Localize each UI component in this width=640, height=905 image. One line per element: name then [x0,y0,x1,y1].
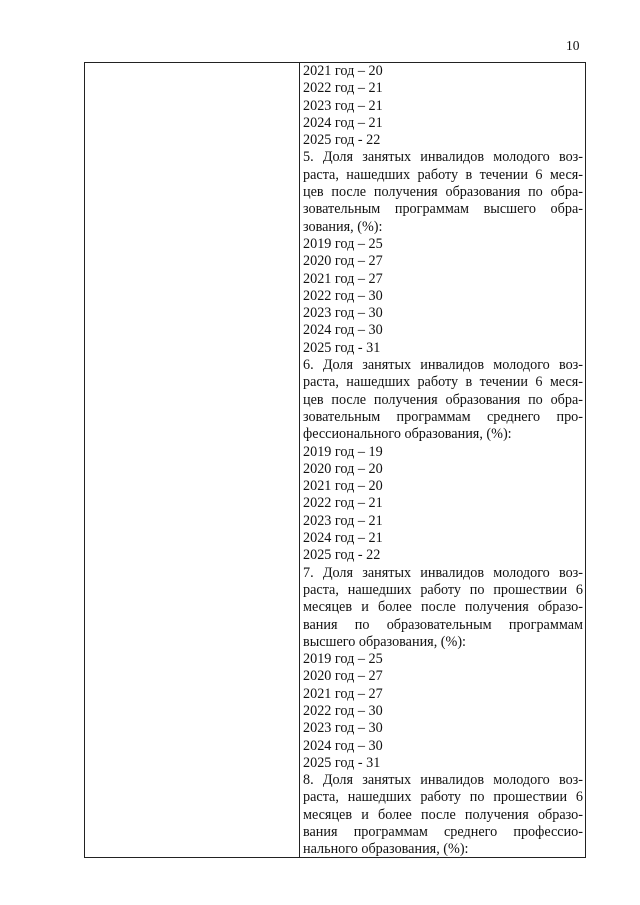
indicator-6-years [303,444,583,565]
year-line: 2025 год - 31 [303,339,381,356]
year-line: 2019 год – 25 [303,235,383,252]
year-line: 2025 год - 31 [303,754,381,771]
indicator-7-text: 7. Доля занятых инвалидов молодого воз- раста, нашедших работу по прошествии 6 месяцев и более после получения образо- вания по образовательным программам высшего образования, (%): [303,564,583,650]
year-line: 2021 год – 27 [303,685,383,702]
indicator-6-text: 6. Доля занятых инвалидов молодого воз- раста, нашедших работу в течении 6 меся- цев после получения образования по обра- зовательным программам среднего про- фессионального образования, (%): [303,357,583,443]
year-line: 2020 год – 27 [303,253,383,270]
indicator-5-years [303,236,583,357]
year-line: 2022 год – 21 [303,80,383,97]
year-line: 2022 год – 30 [303,702,383,719]
year-line: 2023 год – 30 [303,720,383,737]
indicators-cell [300,63,586,857]
year-line: 2020 год – 27 [303,668,383,685]
left-empty-cell [85,63,300,857]
year-line: 2020 год – 20 [303,460,383,477]
year-line: 2021 год – 20 [303,478,383,495]
year-line: 2025 год - 22 [303,132,381,149]
year-line: 2024 год – 30 [303,737,383,754]
year-line: 2019 год – 25 [303,651,383,668]
year-line: 2023 год – 21 [303,97,383,114]
year-line: 2023 год – 30 [303,305,383,322]
top-years-list [303,63,583,149]
year-line: 2024 год – 21 [303,530,383,547]
indicator-8-text: 8. Доля занятых инвалидов молодого воз- раста, нашедших работу по прошествии 6 месяцев и более после получения образо- вания программам среднего профессио- нального образования, (%): [303,772,583,858]
year-line: 2022 год – 30 [303,287,383,304]
year-line: 2019 год – 19 [303,443,383,460]
indicator-7-years [303,651,583,772]
year-line: 2025 год - 22 [303,547,381,564]
year-line: 2024 год – 21 [303,114,383,131]
year-line: 2023 год – 21 [303,512,383,529]
year-line: 2022 год – 21 [303,495,383,512]
year-line: 2021 год – 20 [303,63,383,79]
page-number: 10 [566,38,580,53]
year-line: 2021 год – 27 [303,270,383,287]
year-line: 2024 год – 30 [303,322,383,339]
indicator-5-text: 5. Доля занятых инвалидов молодого воз- раста, нашедших работу в течении 6 меся- цев после получения образования по обра- зовательным программам высшего обра- зования, (%): [303,149,583,235]
document-table [84,62,586,858]
